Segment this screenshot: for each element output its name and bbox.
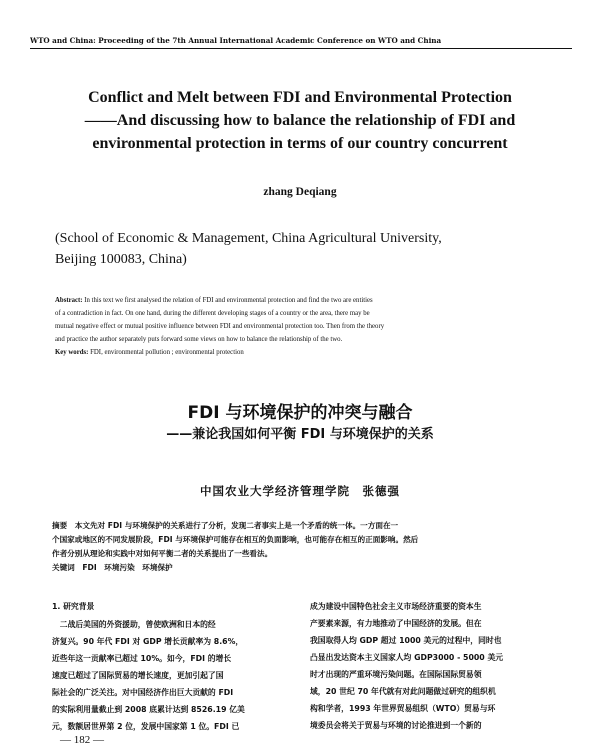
- body-line: 的实际利用量截止到 2008 底累计达到 8526.19 亿美: [52, 705, 245, 714]
- english-title-line: Conflict and Melt between FDI and Environmental Protection: [88, 89, 512, 106]
- keywords-label: Key words:: [55, 349, 89, 356]
- running-header: WTO and China: Proceeding of the 7th Annual International Academic Conference on WTO and China: [30, 36, 442, 45]
- body-line: 速度已超过了国际贸易的增长速度，更加引起了国: [52, 671, 224, 680]
- body-line: 时才出现的严重环境污染问题。在国际国际贸易领: [310, 670, 482, 679]
- body-line: 元，数额居世界第 2 位，发展中国家第 1 位。FDI 已: [52, 722, 240, 731]
- keywords-text: FDI, environmental pollution ; environmental protection: [88, 349, 244, 356]
- affiliation-line: Beijing 100083, China): [55, 252, 187, 267]
- body-line: 济复兴。90 年代 FDI 对 GDP 增长贡献率为 8.6%，: [52, 637, 244, 646]
- author-name: zhang Deqiang: [263, 186, 337, 198]
- abstract-text: mutual negative effect or mutual positive influence between FDI and environmental protection too. Then from the theory: [55, 323, 385, 330]
- english-abstract: [55, 294, 560, 359]
- body-line: 构和学者，1993 年世界贸易组织（WTO）贸易与环: [310, 704, 496, 713]
- affiliation-line: (School of Economic & Management, China Agricultural University,: [55, 231, 442, 246]
- abstract-text: and practice the author separately puts forward some views on how to balance the relationship of the two.: [55, 336, 343, 343]
- body-line: 域，20 世纪 70 年代就有对此问题做过研究的组织机: [310, 687, 496, 696]
- chinese-author: 中国农业大学经济管理学院 张德强: [200, 484, 400, 498]
- english-title-line: environmental protection in terms of our country concurrent: [92, 135, 508, 152]
- body-line: 境委员会将关于贸易与环境的讨论推进到一个新的: [310, 721, 482, 730]
- chinese-title: FDI 与环境保护的冲突与融合: [187, 403, 413, 423]
- chinese-abstract-line: 作者分别从理论和实践中对如何平衡二者的关系提出了一些看法。: [52, 549, 273, 558]
- abstract-text: In this text we first analysed the relation of FDI and environmental protection and find the two are entities: [82, 297, 373, 304]
- body-line: 产要素来源，有力地推动了中国经济的发展。但在: [310, 619, 482, 628]
- section-heading: 1. 研究背景: [52, 602, 95, 611]
- chinese-abstract-line: 摘要 本文先对 FDI 与环境保护的关系进行了分析，发现二者事实上是一个矛盾的统一体。一方面在一: [52, 521, 399, 530]
- abstract-text: of a contradiction in fact. On one hand, during the different developing stages of a country or the area, there may be: [55, 310, 370, 317]
- english-title-line: ——And discussing how to balance the relationship of FDI and: [84, 112, 516, 129]
- chinese-keywords: 关键词 FDI 环境污染 环境保护: [52, 563, 173, 572]
- body-line: 我国取得人均 GDP 超过 1000 美元的过程中，同时也: [310, 636, 502, 645]
- page-number: — 182 —: [60, 734, 104, 746]
- body-line: 凸显出发达资本主义国家人均 GDP3000 - 5000 美元: [310, 653, 504, 662]
- body-column-left: [52, 598, 312, 735]
- body-column-right: [310, 598, 572, 734]
- abstract-label: Abstract:: [55, 297, 83, 304]
- body-line: 成为建设中国特色社会主义市场经济重要的资本生: [310, 602, 482, 611]
- chinese-abstract-line: 个国家或地区的不同发展阶段，FDI 与环境保护可能存在相互的负面影响，也可能存在相互的正面影响。然后: [52, 535, 419, 544]
- chinese-abstract: [52, 519, 564, 575]
- body-line: 际社会的广泛关注。对中国经济作出巨大贡献的 FDI: [52, 688, 234, 697]
- header-rule: [30, 48, 572, 49]
- body-line: 近些年这一贡献率已超过 10%。如今，FDI 的增长: [52, 654, 232, 663]
- body-line: 二战后美国的外资援助，曾使欧洲和日本的经: [52, 620, 216, 629]
- english-title: [40, 86, 560, 155]
- chinese-subtitle: ——兼论我国如何平衡 FDI 与环境保护的关系: [166, 427, 434, 442]
- affiliation: [55, 228, 555, 270]
